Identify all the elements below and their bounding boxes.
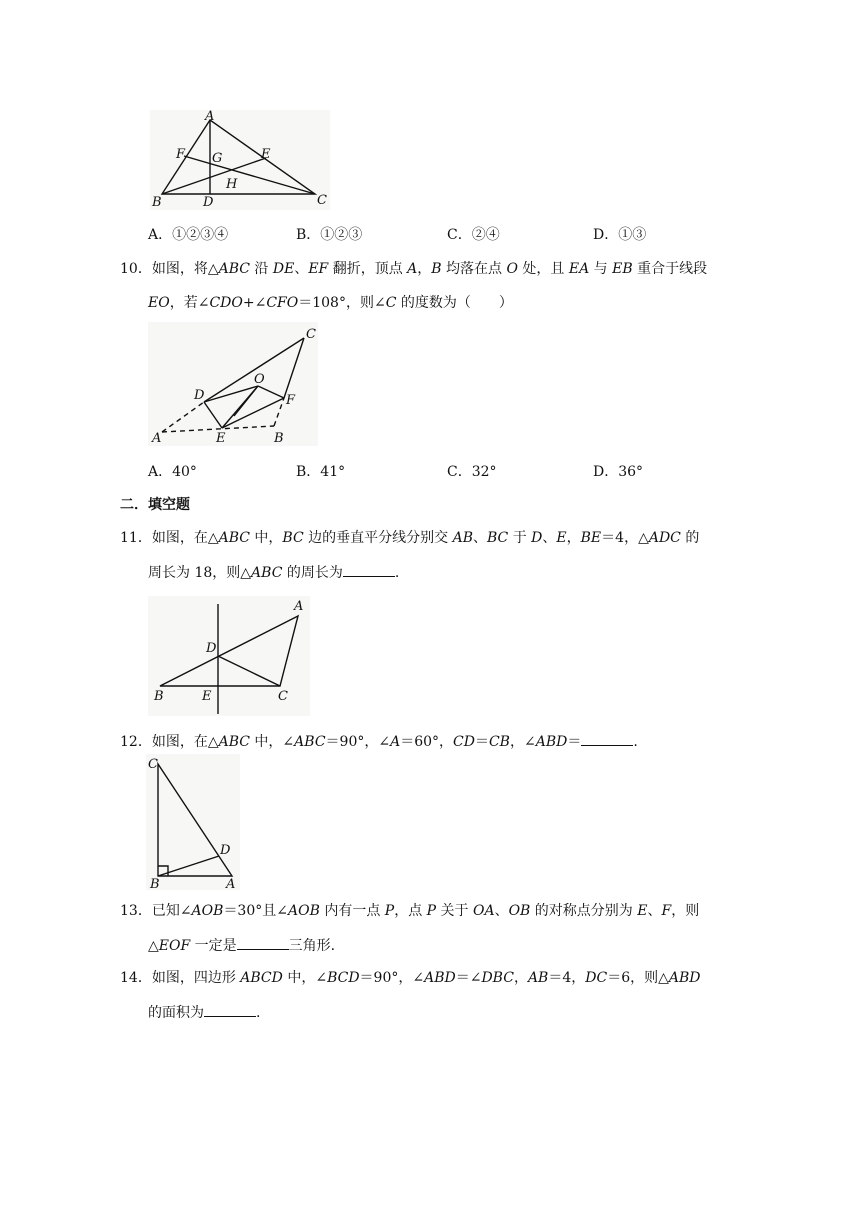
figure-q9 bbox=[150, 110, 330, 210]
label-a: A bbox=[205, 110, 215, 124]
label-b: B bbox=[152, 195, 162, 210]
label-c: C bbox=[278, 689, 288, 704]
q10-option-a[interactable]: A．40° bbox=[148, 464, 197, 480]
q12-text-line1: 12．如图，在△ABC 中，∠ABC＝90°，∠A＝60°，CD＝CB，∠ABD＝ . bbox=[120, 731, 638, 752]
label-a: A bbox=[152, 431, 162, 446]
q11-text-line1: 11．如图，在△ABC 中，BC 边的垂直平分线分别交 AB、BC 于 D、E，BE＝4，△ADC 的 bbox=[120, 530, 700, 546]
figure-q11 bbox=[148, 596, 310, 716]
label-a: A bbox=[294, 599, 304, 614]
q10-option-d[interactable]: D．36° bbox=[593, 464, 644, 480]
q14-text-line2: 的面积为 . bbox=[148, 1002, 260, 1023]
label-e: E bbox=[216, 431, 226, 446]
label-f: F bbox=[176, 147, 186, 162]
label-c: C bbox=[317, 193, 327, 208]
label-f: F bbox=[286, 393, 296, 408]
label-d: D bbox=[194, 388, 205, 403]
label-e: E bbox=[202, 689, 212, 704]
q11-text-line2: 周长为 18，则△ABC 的周长为 . bbox=[148, 562, 399, 583]
label-c: C bbox=[148, 757, 158, 772]
label-b: B bbox=[274, 431, 284, 446]
figure-q10 bbox=[148, 322, 318, 446]
q13-text-line2: △EOF 一定是 三角形. bbox=[148, 935, 335, 956]
q14-answer-blank[interactable] bbox=[204, 1002, 256, 1017]
q9-option-c[interactable]: C．②④ bbox=[447, 227, 500, 243]
q10-option-c[interactable]: C．32° bbox=[447, 464, 497, 480]
label-o: O bbox=[254, 372, 265, 387]
figure-q12 bbox=[146, 754, 240, 890]
q13-text-line1: 13．已知∠AOB＝30°且∠AOB 内有一点 P，点 P 关于 OA、OB 的对称点分别为 E、F，则 bbox=[120, 903, 700, 919]
label-a: A bbox=[226, 877, 236, 890]
label-g: G bbox=[212, 151, 223, 166]
q10-text-line1: 10．如图，将△ABC 沿 DE、EF 翻折，顶点 A，B 均落在点 O 处，且 EA 与 EB 重合于线段 bbox=[120, 261, 708, 277]
q9-option-a[interactable]: A．①②③④ bbox=[148, 227, 229, 243]
label-d: D bbox=[206, 641, 217, 656]
q9-option-b[interactable]: B．①②③ bbox=[296, 227, 363, 243]
q11-answer-blank[interactable] bbox=[343, 562, 395, 577]
label-d: D bbox=[220, 843, 231, 858]
q10-text-line2: EO，若∠CDO+∠CFO＝108°，则∠C 的度数为（ ） bbox=[148, 295, 513, 311]
label-d: D bbox=[203, 195, 214, 210]
label-h: H bbox=[226, 177, 238, 192]
label-b: B bbox=[150, 877, 160, 890]
q14-text-line1: 14．如图，四边形 ABCD 中，∠BCD＝90°，∠ABD＝∠DBC，AB＝4，DC＝6，则△ABD bbox=[120, 970, 701, 986]
label-c: C bbox=[306, 327, 316, 342]
q9-option-d[interactable]: D．①③ bbox=[593, 227, 647, 243]
section-title-fill-in: 二．填空题 bbox=[120, 497, 190, 513]
q13-answer-blank[interactable] bbox=[237, 935, 289, 950]
label-e: E bbox=[261, 147, 271, 162]
label-b: B bbox=[154, 689, 164, 704]
q10-option-b[interactable]: B．41° bbox=[296, 464, 346, 480]
q12-answer-blank[interactable] bbox=[581, 731, 633, 746]
